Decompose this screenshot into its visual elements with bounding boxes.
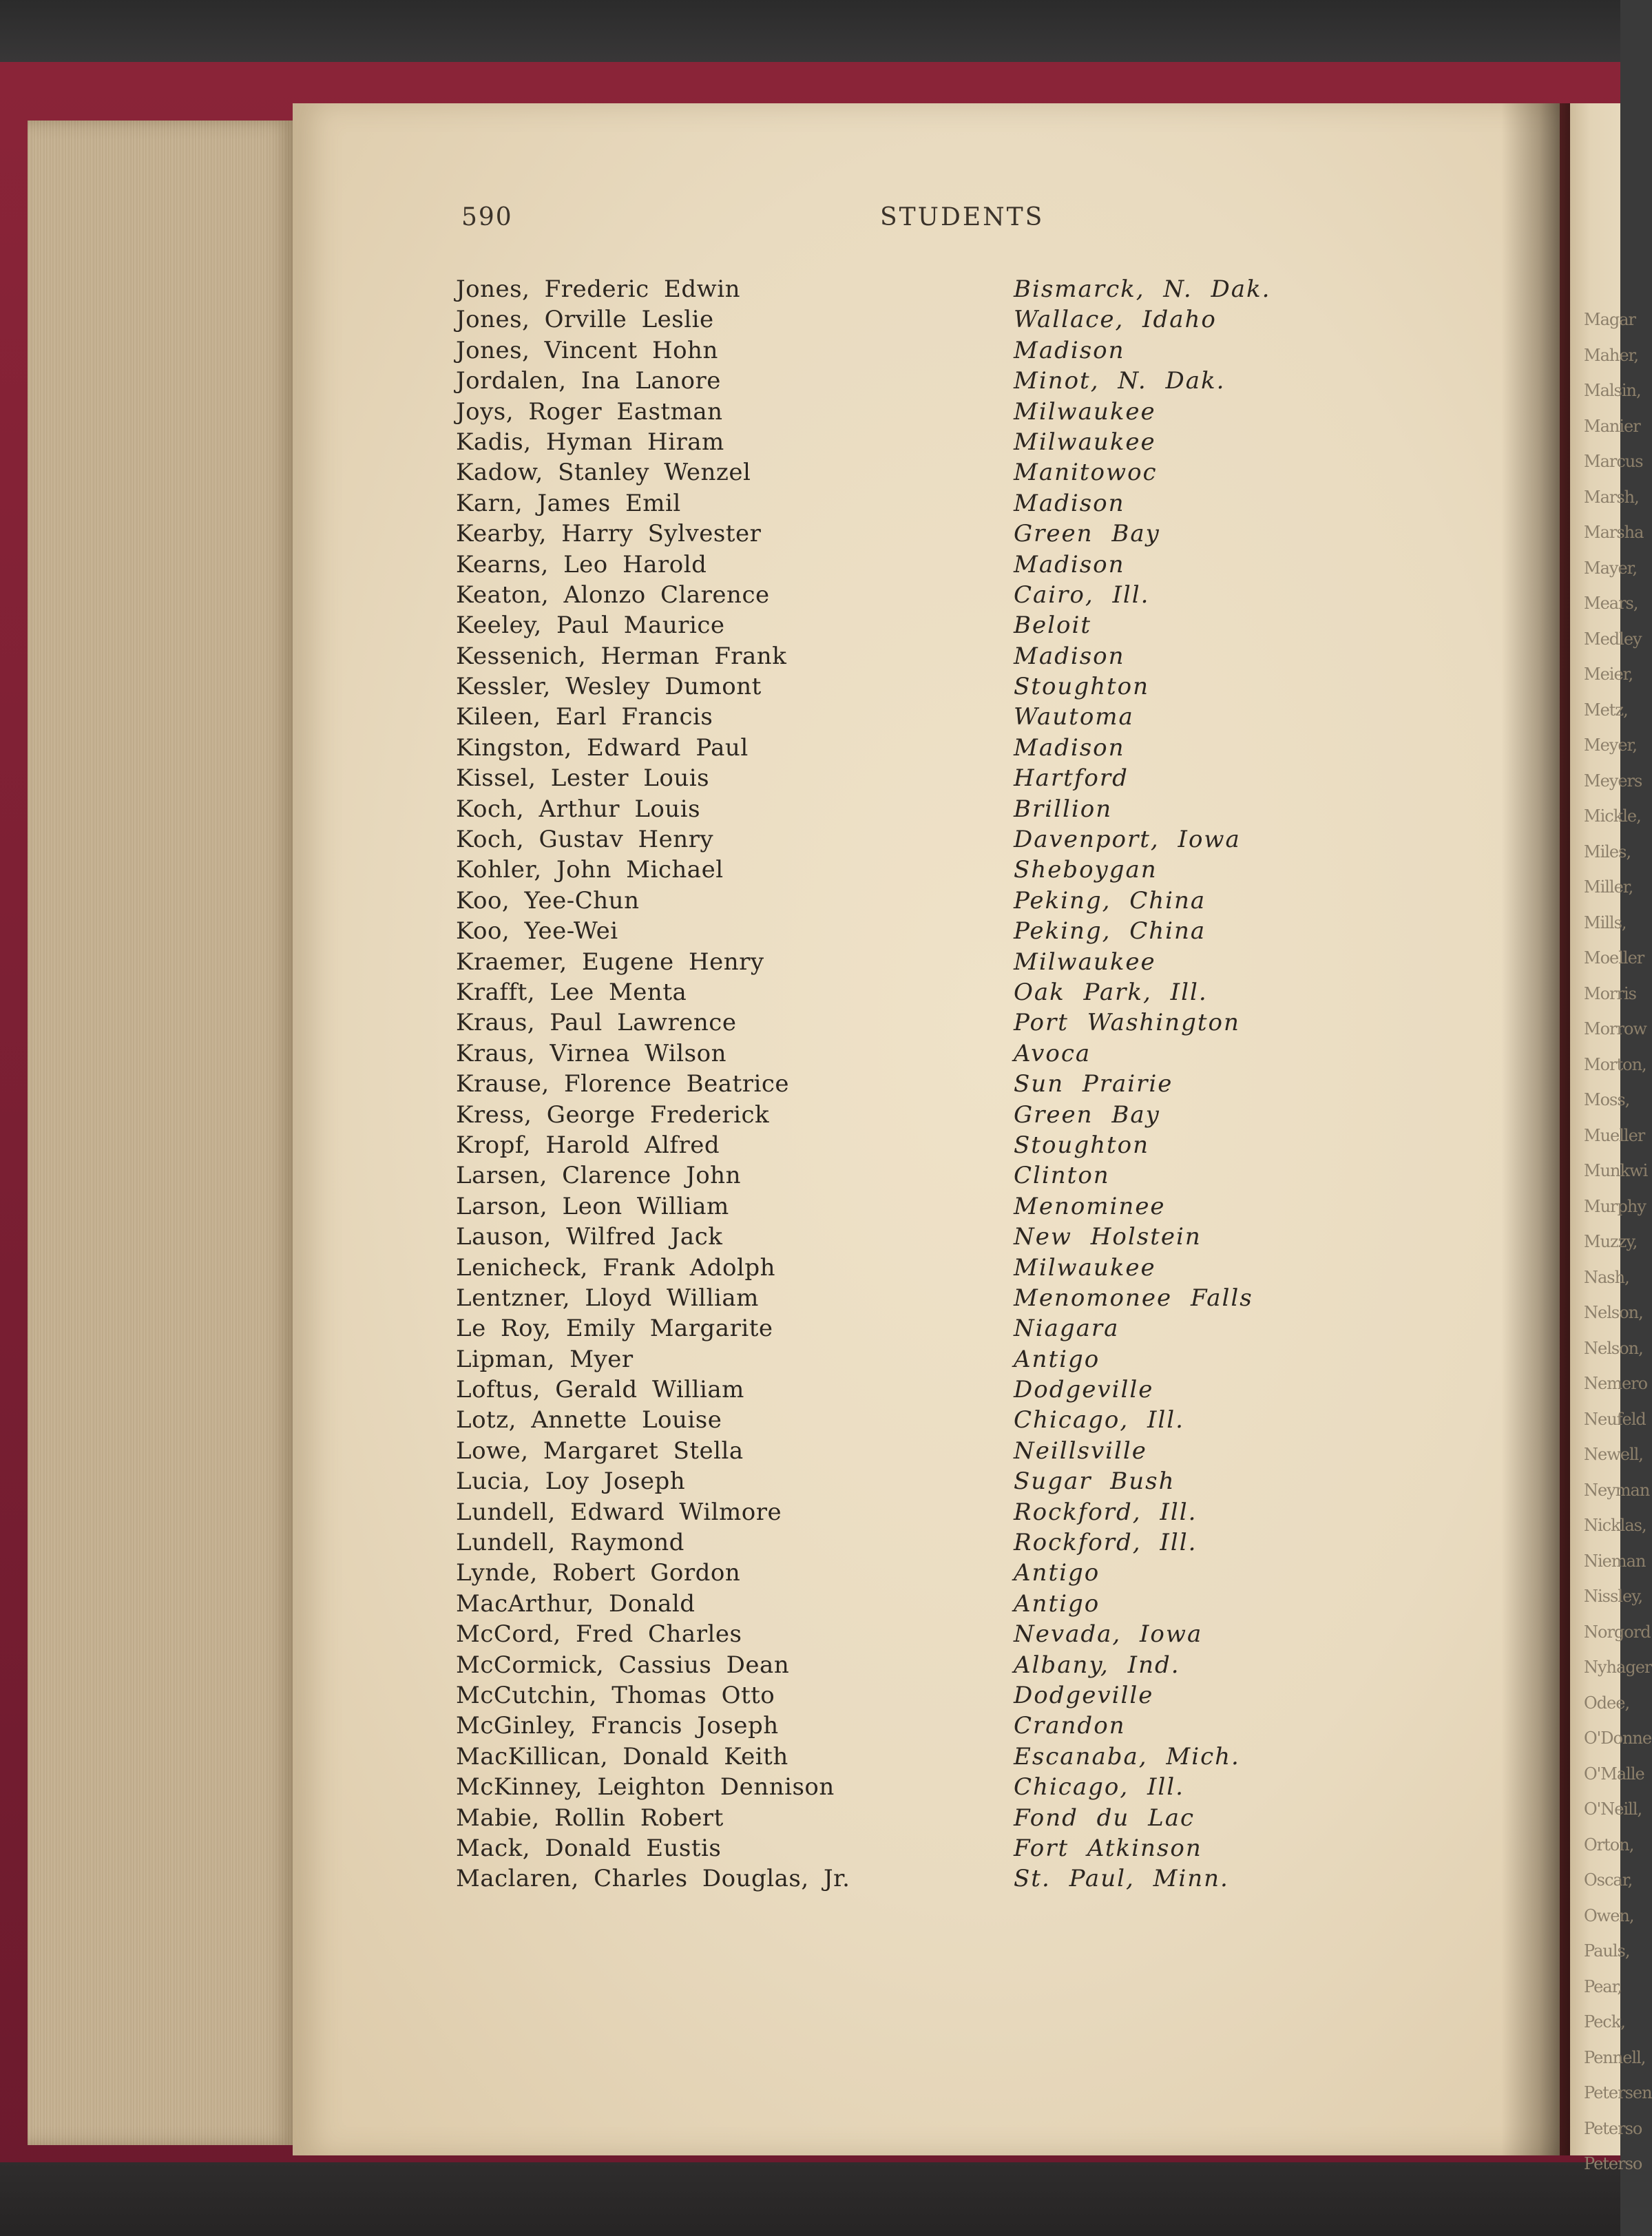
facing-page-fragment: Petersen [1584,2083,1652,2102]
student-hometown: Neillsville [1014,1436,1147,1465]
list-item [456,703,1303,733]
facing-page-fragment: Owen, [1584,1905,1634,1925]
student-hometown: Avoca [1014,1039,1091,1067]
list-item [456,764,1303,795]
student-name: Le Roy, Emily Margarite [456,1315,773,1343]
student-name: Kessenich, Herman Frank [456,642,787,670]
student-name: Lentzner, Lloyd William [456,1284,759,1312]
student-name: Lotz, Annette Louise [456,1406,722,1434]
facing-page-fragment: Murphy [1584,1196,1646,1216]
student-name: Koch, Gustav Henry [456,826,714,854]
facing-page-fragment: Meyers [1584,771,1642,791]
list-item [456,1498,1303,1529]
student-name: Lauson, Wilfred Jack [456,1223,723,1251]
student-name: Mabie, Rollin Robert [456,1804,724,1832]
student-hometown: Green Bay [1014,1100,1160,1129]
student-hometown: Hartford [1014,764,1129,793]
facing-page-fragment: Munkwi [1584,1161,1648,1180]
facing-page-fragment: Moss, [1584,1090,1630,1109]
student-name: Jordalen, Ina Lanore [456,367,721,395]
list-item [456,1009,1303,1039]
student-name: Kearns, Leo Harold [456,550,707,578]
student-list [456,275,1303,1896]
facing-page-fragment: Neufeld [1584,1409,1646,1429]
running-head: STUDENTS [880,203,1045,231]
facing-page-fragment: Malsin, [1584,381,1641,400]
facing-page-fragment: Manier [1584,416,1640,436]
list-item [456,1865,1303,1895]
list-item [456,1437,1303,1467]
student-hometown: Sun Prairie [1014,1070,1173,1098]
student-hometown: Menominee [1014,1192,1166,1220]
facing-page-fragment: Maher, [1584,345,1639,365]
student-name: Lundell, Raymond [456,1529,684,1557]
facing-page-fragment: Nelson, [1584,1338,1643,1358]
list-item [456,1193,1303,1223]
facing-page-fragment: Mickle, [1584,806,1641,826]
student-name: Kessler, Wesley Dumont [456,673,762,701]
student-name: Kress, George Frederick [456,1100,770,1129]
student-name: Lundell, Edward Wilmore [456,1498,782,1526]
student-hometown: Green Bay [1014,520,1160,548]
list-item [456,1712,1303,1742]
student-name: Lucia, Loy Joseph [456,1467,686,1496]
facing-page-fragment: Meyer, [1584,735,1638,755]
student-name: Mack, Donald Eustis [456,1834,722,1862]
student-name: Jones, Orville Leslie [456,306,714,334]
student-name: Kissel, Lester Louis [456,764,710,793]
student-name: Kadow, Stanley Wenzel [456,459,751,487]
list-item [456,1620,1303,1651]
student-hometown: Escanaba, Mich. [1014,1742,1240,1770]
list-item [456,1804,1303,1835]
list-item [456,490,1303,520]
list-item [456,612,1303,642]
student-hometown: Davenport, Iowa [1014,826,1241,854]
student-name: Jones, Frederic Edwin [456,275,740,303]
facing-page-fragment: Odee, [1584,1693,1630,1713]
list-item [456,856,1303,886]
student-hometown: Chicago, Ill. [1014,1406,1184,1434]
student-name: Loftus, Gerald William [456,1376,744,1404]
student-hometown: Fort Atkinson [1014,1834,1202,1862]
student-name: Lipman, Myer [456,1345,634,1373]
list-item [456,1223,1303,1253]
student-hometown: Antigo [1014,1559,1100,1587]
facing-page-fragment: Medley [1584,629,1642,649]
student-hometown: Dodgeville [1014,1376,1154,1404]
list-item [456,1743,1303,1773]
student-hometown: Madison [1014,489,1125,517]
facing-page-fragment: Marsha [1584,523,1644,542]
student-name: Kropf, Harold Alfred [456,1131,720,1159]
list-item [456,673,1303,703]
student-hometown: Wallace, Idaho [1014,306,1217,334]
student-hometown: Milwaukee [1014,1253,1156,1282]
facing-page-fragment: Orton, [1584,1835,1634,1854]
list-item [456,459,1303,489]
list-item [456,428,1303,459]
list-item [456,1559,1303,1589]
student-name: Kraus, Paul Lawrence [456,1009,737,1037]
student-name: Krause, Florence Beatrice [456,1070,790,1098]
student-hometown: Antigo [1014,1345,1100,1373]
student-name: Koo, Yee-Chun [456,886,640,915]
student-hometown: Milwaukee [1014,428,1156,456]
student-name: McCutchin, Thomas Otto [456,1681,775,1709]
student-hometown: Menomonee Falls [1014,1284,1253,1312]
facing-page-fragment: Nash, [1584,1267,1629,1287]
student-name: Joys, Roger Eastman [456,397,723,426]
student-hometown: Peking, China [1014,917,1206,945]
list-item [456,1162,1303,1192]
student-hometown: Madison [1014,550,1125,578]
facing-page-fragment: Marcus [1584,452,1643,471]
list-item [456,1406,1303,1436]
student-hometown: Wautoma [1014,703,1134,731]
student-name: McKinney, Leighton Dennison [456,1773,835,1801]
facing-page-fragment: Marsh, [1584,487,1639,507]
facing-page-fragment: Nissley, [1584,1587,1643,1606]
student-hometown: Albany, Ind. [1014,1651,1180,1679]
student-hometown: Clinton [1014,1162,1110,1190]
list-item [456,826,1303,856]
facing-page-fragment: Neyman [1584,1480,1650,1500]
list-item [456,1529,1303,1559]
student-name: Lenicheck, Frank Adolph [456,1253,776,1282]
list-item [456,887,1303,917]
student-hometown: Minot, N. Dak. [1014,367,1226,395]
list-item [456,1651,1303,1682]
list-item [456,1346,1303,1376]
facing-page-fragment: Nyhager [1584,1658,1652,1677]
student-hometown: Cairo, Ill. [1014,581,1150,609]
student-name: McCormick, Cassius Dean [456,1651,790,1679]
facing-page-fragment: Nelson, [1584,1303,1643,1322]
student-hometown: Bismarck, N. Dak. [1014,275,1271,303]
list-item [456,795,1303,826]
list-item [456,520,1303,550]
list-item [456,917,1303,948]
student-name: Kearby, Harry Sylvester [456,520,762,548]
page-edges [28,121,296,2145]
list-item [456,1254,1303,1284]
student-name: Kileen, Earl Francis [456,703,713,731]
student-hometown: Chicago, Ill. [1014,1773,1184,1801]
dark-background [0,2162,1620,2236]
student-hometown: Madison [1014,642,1125,670]
list-item [456,581,1303,612]
student-hometown: Peking, China [1014,886,1206,915]
student-hometown: Oak Park, Ill. [1014,978,1208,1006]
student-name: Larsen, Clarence John [456,1162,741,1190]
list-item [456,1467,1303,1498]
facing-page-fragment: O'Neill, [1584,1799,1642,1819]
facing-page-fragment: Peterso [1584,2154,1642,2173]
student-name: Lowe, Margaret Stella [456,1436,744,1465]
facing-page-fragment: Pauls, [1584,1941,1630,1961]
facing-page-fragment: Morrow [1584,1019,1646,1038]
student-hometown: Sugar Bush [1014,1467,1175,1496]
list-item [456,551,1303,581]
student-name: Jones, Vincent Hohn [456,336,718,364]
student-name: Larson, Leon William [456,1192,729,1220]
facing-page-fragment: O'Malle [1584,1764,1644,1784]
facing-page-fragment: Miles, [1584,842,1631,861]
student-hometown: Madison [1014,336,1125,364]
facing-page-fragment: Nieman [1584,1551,1646,1571]
list-item [456,1101,1303,1131]
facing-page-fragment: Nicklas, [1584,1516,1646,1535]
facing-page-fragment: Norgord [1584,1622,1651,1642]
facing-page-fragment: Morris [1584,983,1636,1003]
student-name: Kraemer, Eugene Henry [456,948,764,976]
student-hometown: Niagara [1014,1315,1120,1343]
student-hometown: Fond du Lac [1014,1804,1195,1832]
student-hometown: Rockford, Ill. [1014,1529,1198,1557]
facing-page-fragment: Mayer, [1584,558,1638,578]
student-hometown: Milwaukee [1014,948,1156,976]
list-item [456,1376,1303,1406]
student-name: Kadis, Hyman Hiram [456,428,724,456]
student-name: McGinley, Francis Joseph [456,1712,779,1740]
student-hometown: Beloit [1014,612,1091,640]
facing-page-fragment: Peck, [1584,2012,1625,2031]
list-item [456,1131,1303,1162]
facing-page-fragment: Mueller [1584,1125,1645,1145]
page-number: 590 [461,203,513,231]
facing-page-fragment: Pennell, [1584,2047,1646,2067]
list-item [456,306,1303,336]
student-name: McCord, Fred Charles [456,1620,742,1649]
student-hometown: Antigo [1014,1589,1100,1618]
facing-page-fragment: Meier, [1584,665,1633,684]
student-name: Koch, Arthur Louis [456,795,701,823]
facing-page-fragment: Mills, [1584,912,1627,932]
student-name: Kraus, Virnea Wilson [456,1039,726,1067]
student-name: MacArthur, Donald [456,1589,696,1618]
student-hometown: New Holstein [1014,1223,1202,1251]
list-item [456,1315,1303,1345]
page-gutter [1501,103,1570,2155]
student-name: Maclaren, Charles Douglas, Jr. [456,1865,850,1893]
student-hometown: St. Paul, Minn. [1014,1865,1229,1893]
facing-page-fragment: Pear, [1584,1976,1622,1996]
list-item [456,1284,1303,1315]
student-name: Keaton, Alonzo Clarence [456,581,770,609]
list-item [456,1590,1303,1620]
student-hometown: Sheboygan [1014,856,1158,884]
list-item [456,642,1303,673]
facing-page-fragment: Oscar, [1584,1870,1633,1890]
list-item [456,979,1303,1009]
student-name: Kohler, John Michael [456,856,724,884]
facing-page-fragment: Mears, [1584,594,1638,613]
list-item [456,1682,1303,1712]
student-hometown: Dodgeville [1014,1681,1154,1709]
student-name: Lynde, Robert Gordon [456,1559,741,1587]
list-item [456,1040,1303,1070]
student-hometown: Stoughton [1014,673,1150,701]
list-item [456,1070,1303,1100]
student-hometown: Manitowoc [1014,459,1158,487]
list-item [456,734,1303,764]
list-item [456,1773,1303,1804]
list-item [456,367,1303,397]
student-hometown: Rockford, Ill. [1014,1498,1198,1526]
facing-page-fragment: Miller, [1584,877,1633,897]
list-item [456,398,1303,428]
facing-page-fragment: Newell, [1584,1445,1643,1464]
student-name: Karn, James Emil [456,489,681,517]
student-hometown: Stoughton [1014,1131,1150,1159]
facing-page-fragment: Morton, [1584,1054,1646,1074]
student-name: Kingston, Edward Paul [456,733,749,762]
student-hometown: Milwaukee [1014,397,1156,426]
student-hometown: Nevada, Iowa [1014,1620,1203,1649]
list-item [456,948,1303,979]
facing-page-fragment: Nemero [1584,1374,1648,1393]
student-name: Koo, Yee-Wei [456,917,618,945]
list-item [456,275,1303,306]
student-hometown: Crandon [1014,1712,1126,1740]
student-name: MacKillican, Donald Keith [456,1742,788,1770]
facing-page-fragment: O'Donne [1584,1728,1652,1748]
student-hometown: Port Washington [1014,1009,1240,1037]
facing-page-fragment: Magar [1584,310,1636,329]
facing-page-fragment: Muzzy, [1584,1232,1638,1251]
list-item [456,1835,1303,1865]
facing-page-fragment: Metz, [1584,700,1628,720]
facing-page-edge [1570,103,1652,2173]
student-name: Krafft, Lee Menta [456,978,687,1006]
facing-page-fragment: Moeller [1584,948,1644,968]
facing-page-fragment: Peterso [1584,2118,1642,2138]
student-hometown: Madison [1014,733,1125,762]
student-hometown: Brillion [1014,795,1113,823]
student-name: Keeley, Paul Maurice [456,612,725,640]
list-item [456,337,1303,367]
